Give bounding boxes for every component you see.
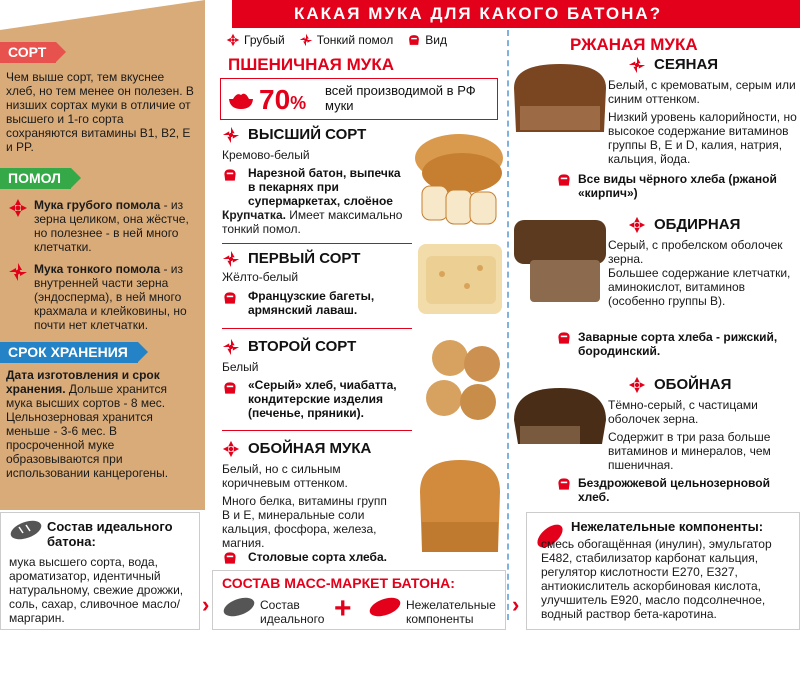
fine-grind-desc: - из внутренней части зерна (эндосперма), в ней много крахмала и клейковины, но почти нет клетчатки.	[34, 262, 187, 332]
whole-grain-title: ОБОЙНАЯ МУКА	[248, 440, 372, 457]
divider	[222, 430, 412, 431]
first-grade-use: Французские багеты, армянский лаваш.	[248, 289, 375, 317]
stat-number: 70	[259, 84, 291, 115]
grind-label: ПОМОЛ	[0, 168, 71, 189]
chevron-right-icon: ›	[202, 592, 210, 617]
grade-text: Чем выше сорт, тем вкуснее хлеб, но тем менее он полезен. В низших сортах муки в отличие от высшего и 1-го сорта сохраняются витамины B1, B2, E и PP.	[6, 70, 194, 154]
rye-wholemeal-title: ОБОЙНАЯ	[654, 376, 732, 393]
flour-bowl-icon	[227, 87, 255, 111]
rye-peeled-color: Серый, с пробелском оболочек зерна.	[608, 238, 783, 266]
mass-ideal-label: Состав идеального	[260, 598, 325, 626]
bread-icon	[222, 290, 238, 306]
wheat-stat-box	[220, 78, 498, 120]
legend-coarse	[226, 33, 285, 47]
rye-peeled-title: ОБДИРНАЯ	[654, 216, 741, 233]
ideal-title: Состав идеального батона:	[47, 519, 173, 549]
top-grade-title: ВЫСШИЙ СОРТ	[248, 126, 367, 143]
first-grade-color: Жёлто-белый	[222, 270, 299, 284]
bread-icon	[556, 476, 572, 492]
bread-icon	[222, 550, 238, 566]
rye-title: РЖАНАЯ МУКА	[570, 35, 698, 54]
baguette-icon	[222, 596, 256, 618]
rye-wholemeal-note: Содержит в три раза больше витаминов и минералов, чем пшеничная.	[608, 430, 771, 472]
stat-sign: %	[290, 93, 307, 113]
fine-legend-icon	[299, 33, 313, 47]
unwanted-text: смесь обогащённая (инулин), эмульгатор E482, стабилизатор карбонат кальция, регулятор кислотности E270, E327, антиокислитель аскорбиновая кислота, улучшитель E920, масло подсолнечное, водный раствор бета-каротина.	[541, 537, 772, 621]
title-banner: КАКАЯ МУКА ДЛЯ КАКОГО БАТОНА?	[232, 0, 800, 28]
baguette-icon	[9, 519, 43, 541]
legend-fine	[299, 33, 394, 47]
unwanted-title: Нежелательные компоненты:	[571, 519, 764, 534]
ideal-text: мука высшего сорта, вода, ароматизатор, идентичный натуральному, свежие дрожжи, соль, сахар, сливочное масло/маргарин.	[9, 555, 184, 625]
coarse-grind-text	[34, 198, 199, 254]
storage-label: СРОК ХРАНЕНИЯ	[0, 342, 138, 363]
second-grade-color: Белый	[222, 360, 259, 374]
rye-sown-use: Все виды чёрного хлеба (ржаной «кирпич»)	[578, 172, 777, 200]
fine-grind-text	[34, 262, 199, 332]
rye-dark-loaf-image	[510, 380, 610, 450]
storage-desc: Дольше хранится мука высших сортов - 8 мес. Цельнозерновая хранится меньше - 3-6 мес. В просроченной муке образовываются при использовании канцерогены.	[6, 382, 169, 480]
brick-loaf-image	[414, 452, 506, 562]
coarse-grind-icon	[628, 376, 646, 394]
fine-grind-icon	[222, 126, 240, 144]
legend-coarse-label: Грубый	[244, 33, 285, 47]
coarse-grind-desc: - из зерна целиком, она жёстче, но полезнее - в ней много клетчатки.	[34, 198, 189, 254]
baguette-icon	[368, 596, 402, 618]
top-grade-use2: Крупчатка.	[222, 208, 286, 222]
first-grade-title: ПЕРВЫЙ СОРТ	[248, 250, 361, 267]
storage-bold: Дата изготовления и срок хранения.	[6, 368, 160, 396]
ideal-box	[0, 512, 200, 630]
fine-grind-bold: Мука тонкого помола	[34, 262, 161, 276]
top-grade-note-text: Имеет максимально тонкий помол.	[222, 208, 403, 236]
coarse-grind-bold: Мука грубого помола	[34, 198, 161, 212]
stat-text: всей производимой в РФ муки	[325, 83, 476, 113]
wheat-title: ПШЕНИЧНАЯ МУКА	[228, 55, 394, 74]
rye-peeled-use: Заварные сорта хлеба - рижский, бородинский.	[578, 330, 778, 358]
fine-grind-icon	[222, 338, 240, 356]
unwanted-box	[526, 512, 800, 630]
plus-sign: +	[334, 592, 352, 625]
fine-grind-icon	[222, 250, 240, 268]
grade-label: СОРТ	[0, 42, 56, 63]
divider	[222, 328, 412, 329]
rye-loaf-image	[510, 58, 610, 138]
top-grade-color: Кремово-белый	[222, 148, 310, 162]
fine-grind-icon	[628, 56, 646, 74]
whole-grain-use: Столовые сорта хлеба.	[248, 550, 387, 564]
bread-icon	[556, 172, 572, 188]
rye-bread-image	[510, 210, 610, 310]
rye-wholemeal-use: Бездрожжевой цельнозерновой хлеб.	[578, 476, 770, 504]
coarse-grind-icon	[628, 216, 646, 234]
legend-fine-label: Тонкий помол	[316, 33, 394, 47]
lavash-image	[412, 234, 506, 324]
chevron-right-icon: ›	[512, 592, 520, 617]
bread-legend-icon	[407, 33, 421, 47]
bread-icon	[222, 380, 238, 396]
second-grade-title: ВТОРОЙ СОРТ	[248, 338, 357, 355]
coarse-grind-icon	[222, 440, 240, 458]
legend-kind	[407, 33, 447, 47]
rye-sown-color: Белый, с кремоватым, серым или синим оттенком.	[608, 78, 796, 106]
rye-peeled-note: Большее содержание клетчатки, аминокислот, витаминов (особенно группы В).	[608, 266, 791, 308]
coarse-legend-icon	[226, 33, 240, 47]
column-separator	[507, 30, 509, 620]
mass-unwanted-label: Нежелательные компоненты	[406, 598, 496, 626]
stat-percent	[259, 84, 306, 116]
whole-grain-note: Много белка, витамины групп B и E, минеральные соли кальция, фосфора, железа, магния.	[222, 494, 387, 550]
cookies-image	[422, 336, 506, 426]
loaf-image	[412, 128, 506, 228]
whole-grain-color: Белый, но с сильным коричневым оттенком.	[222, 462, 348, 490]
storage-text	[6, 368, 196, 480]
bread-icon	[222, 167, 238, 183]
rye-sown-title: СЕЯНАЯ	[654, 56, 719, 73]
fine-grind-icon	[8, 262, 28, 282]
mass-market-title: СОСТАВ МАСС-МАРКЕТ БАТОНА:	[222, 575, 455, 591]
legend-kind-label: Вид	[425, 33, 447, 47]
top-grade-note	[222, 208, 412, 236]
rye-sown-note: Низкий уровень калорийности, но высокое содержание витаминов группы В, Е и D, калия, натрия, кальция, йода.	[608, 110, 797, 166]
legend	[226, 32, 447, 48]
rye-wholemeal-color: Тёмно-серый, с частицами оболочек зерна.	[608, 398, 758, 426]
bread-icon	[556, 330, 572, 346]
top-grade-use: Нарезной батон, выпечка в пекарнях при супермаркетах, слоёное	[248, 166, 401, 208]
second-grade-use: «Серый» хлеб, чиабатта, кондитерские изделия (печенье, пряники).	[248, 378, 397, 420]
coarse-grind-icon	[8, 198, 28, 218]
divider	[222, 243, 412, 244]
